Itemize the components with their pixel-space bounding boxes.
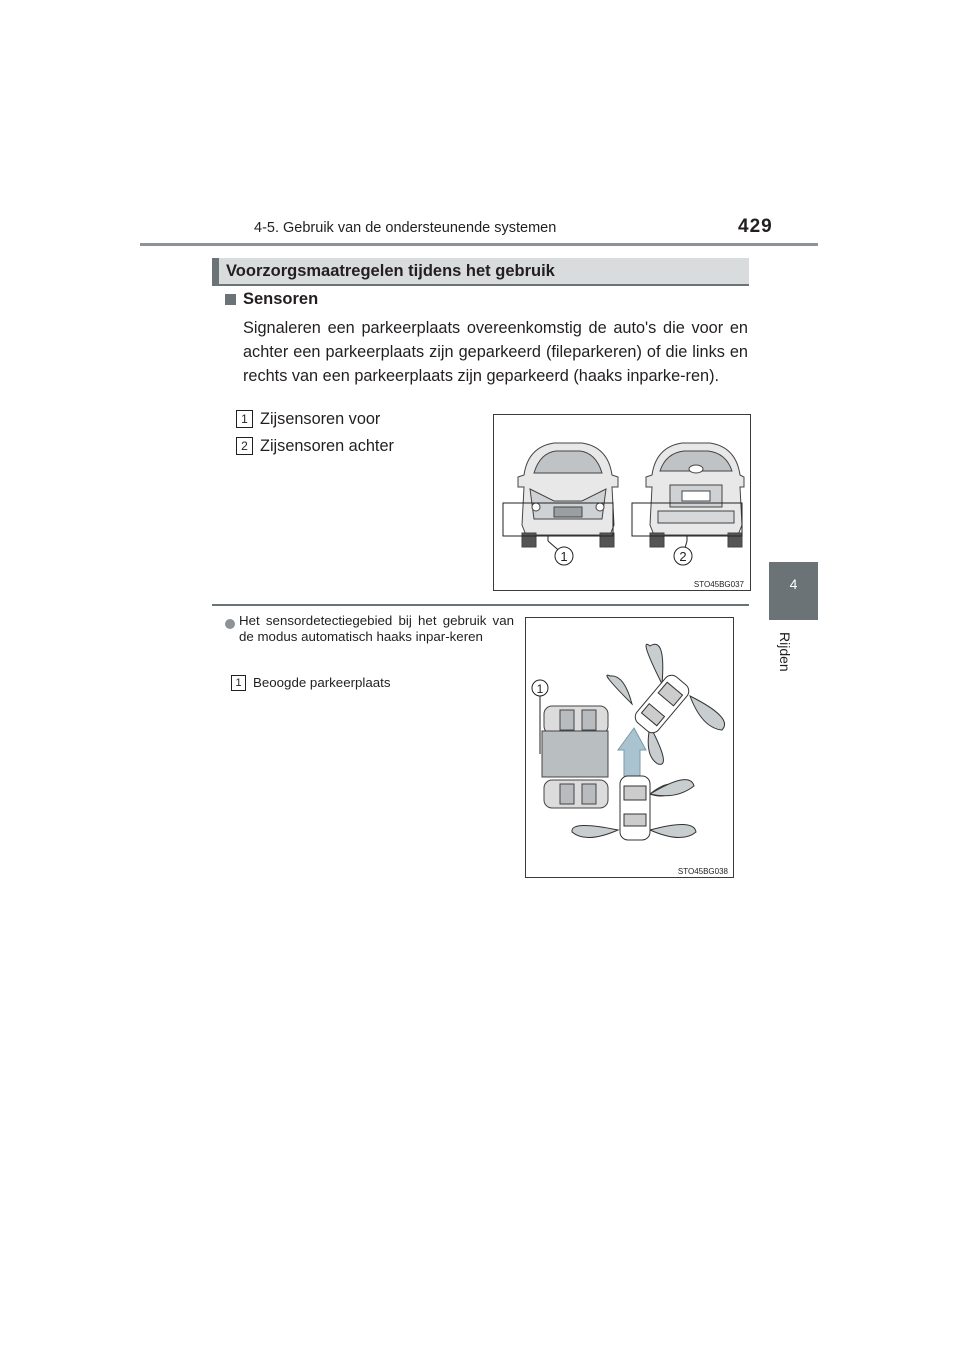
callout-label: 1	[536, 682, 544, 696]
chapter-number: 4	[789, 576, 798, 592]
car-top-view-lower	[620, 776, 650, 840]
list-item-label: Zijsensoren achter	[260, 437, 394, 455]
callout-label: 2	[679, 549, 687, 564]
figure-side-sensors	[493, 414, 751, 591]
car-front-rear-illustration	[494, 415, 750, 590]
list-item-label: Zijsensoren voor	[260, 410, 381, 428]
header-rule	[140, 243, 818, 246]
running-header-section: 4-5. Gebruik van de ondersteunende systemen	[254, 220, 557, 236]
section-header-accent	[212, 258, 219, 285]
item-number-badge: 1	[231, 675, 246, 691]
chapter-label: Rijden	[777, 632, 793, 672]
item-number-badge: 2	[236, 437, 253, 455]
figure-code: STO45BG037	[693, 580, 744, 589]
callout-label: 1	[560, 549, 568, 564]
section-title: Voorzorgsmaatregelen tijdens het gebruik	[226, 262, 555, 280]
arrow-icon	[618, 728, 646, 776]
parking-diagram-illustration	[526, 618, 733, 877]
page-number: 429	[738, 216, 773, 237]
car-top-view-upper	[632, 672, 692, 736]
section-divider	[212, 604, 749, 606]
parked-car-bottom	[544, 780, 608, 808]
car-front-view	[518, 443, 618, 547]
target-parking-space	[542, 731, 608, 777]
car-rear-view	[646, 443, 744, 547]
figure-parking-detection	[525, 617, 734, 878]
subsection-title: Sensoren	[243, 290, 319, 308]
list-item-label: Beoogde parkeerplaats	[253, 675, 391, 690]
sensors-paragraph: Signaleren een parkeerplaats overeenkomstig de auto's die voor en achter een parkeerplaats zijn geparkeerd (fileparkeren) of die links en rechts van een parkeerplaats zijn geparkeerd (haaks inparke-ren).	[243, 319, 748, 385]
figure-code: STO45BG038	[677, 867, 728, 876]
note-text: Het sensordetectiegebied bij het gebruik van de modus automatisch haaks inpar-keren	[239, 613, 514, 644]
square-bullet-icon	[225, 294, 236, 305]
parked-car-top	[544, 706, 608, 734]
section-header-rule	[212, 284, 749, 286]
round-bullet-icon	[225, 619, 235, 629]
item-number-badge: 1	[236, 410, 253, 428]
